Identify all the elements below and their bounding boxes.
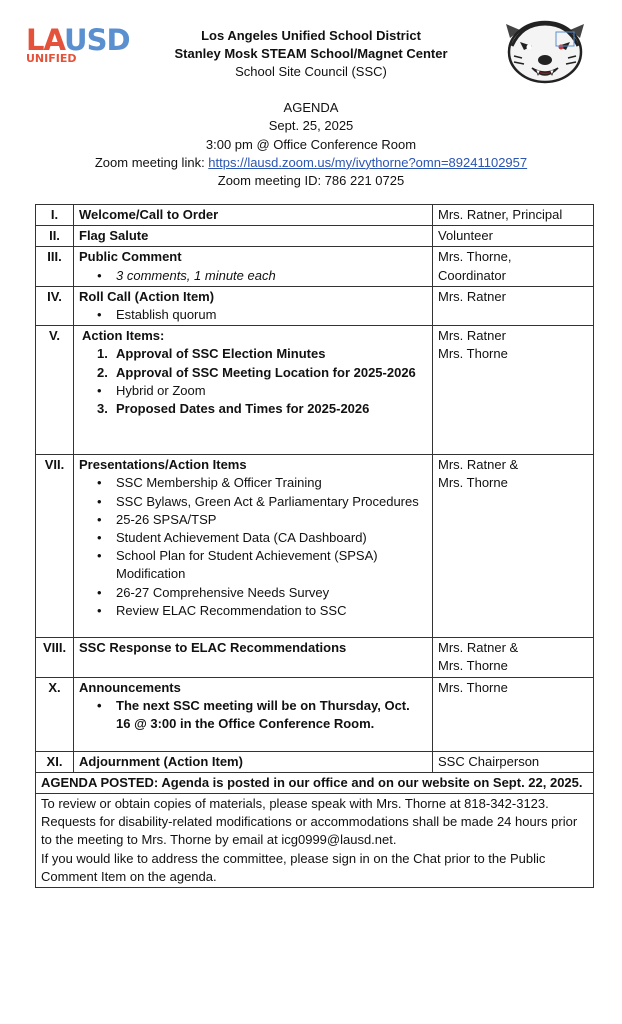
item-title: Adjournment (Action Item)	[79, 753, 243, 769]
item-bullet: • Hybrid or Zoom	[79, 382, 427, 400]
agenda-row	[36, 638, 594, 677]
meeting-date: Sept. 25, 2025	[268, 118, 354, 134]
agenda-item	[74, 455, 433, 638]
agenda-item	[74, 677, 433, 751]
agenda-table	[35, 204, 594, 888]
item-bullet: • 3 comments, 1 minute each	[79, 267, 427, 285]
agenda-item	[74, 638, 433, 677]
meeting-info	[0, 99, 622, 190]
agenda-row	[36, 205, 594, 226]
presenter	[433, 226, 594, 247]
numbered-item-number: 2.	[97, 364, 108, 380]
note-public-comment: If you would like to address the committee, please sign in on the Chat prior to the Public Comment Item on the agenda.	[41, 850, 546, 884]
item-number: I.	[36, 205, 74, 226]
agenda-item	[74, 205, 433, 226]
presenter	[433, 286, 594, 325]
logo-unified: UNIFIED	[26, 52, 77, 65]
agenda-posted-row	[36, 772, 594, 793]
item-number: VII.	[36, 455, 74, 638]
numbered-item	[79, 400, 427, 418]
numbered-item-text: Approval of SSC Meeting Location for 2025-2026	[116, 364, 416, 380]
item-title: Welcome/Call to Order	[79, 207, 219, 222]
agenda-item	[74, 286, 433, 325]
meeting-time-place: 3:00 pm @ Office Conference Room	[205, 136, 417, 152]
zoom-meeting-id: Zoom meeting ID: 786 221 0725	[217, 173, 405, 189]
presenter-name: Mrs. Thorne	[438, 346, 508, 362]
item-bullet: • 26-27 Comprehensive Needs Survey	[79, 584, 427, 602]
council-name: School Site Council (SSC)	[235, 64, 387, 79]
presenter-name: Mrs. Thorne	[438, 475, 508, 491]
note-materials: To review or obtain copies of materials, please speak with Mrs. Thorne at 818-342-3123.	[41, 796, 549, 812]
zoom-link-line	[0, 154, 622, 172]
agenda-title: AGENDA	[283, 100, 339, 115]
numbered-item-text: Approval of SSC Election Minutes	[116, 346, 326, 362]
agenda-row	[36, 326, 594, 455]
numbered-item-number: 1.	[97, 346, 108, 362]
presenter-name: Mrs. Thorne	[438, 658, 508, 674]
presenter	[433, 751, 594, 772]
item-number: III.	[36, 247, 74, 286]
note-accommodations: Requests for disability-related modifications or accommodations shall be made 24 hours prior to the meeting to Mrs. Thorne by email at icg0999@lausd.net.	[41, 814, 578, 848]
item-number: XI.	[36, 751, 74, 772]
numbered-item	[79, 345, 427, 363]
zoom-link[interactable]: https://lausd.zoom.us/my/ivythorne?omn=89241102957	[208, 154, 528, 170]
presenter-name: Mrs. Thorne	[438, 679, 508, 695]
item-bullet: • 25-26 SPSA/TSP	[79, 511, 427, 529]
item-bullet: • SSC Bylaws, Green Act & Parliamentary Procedures	[79, 493, 427, 511]
presenter-name: Mrs. Ratner, Principal	[438, 207, 563, 222]
school-name: Stanley Mosk STEAM School/Magnet Center	[174, 46, 448, 61]
presenter-name: Mrs. Thorne,	[438, 249, 512, 265]
item-number: II.	[36, 226, 74, 247]
presenter	[433, 247, 594, 286]
numbered-item	[79, 364, 427, 382]
agenda-item	[74, 326, 433, 455]
presenter-name: Mrs. Ratner	[438, 288, 506, 304]
item-number: X.	[36, 677, 74, 751]
numbered-item-number: 3.	[97, 401, 108, 417]
agenda-row	[36, 226, 594, 247]
agenda-row	[36, 247, 594, 286]
presenter-name: SSC Chairperson	[438, 753, 540, 769]
presenter	[433, 205, 594, 226]
notes-row	[36, 794, 594, 888]
presenter	[433, 677, 594, 751]
agenda-row	[36, 455, 594, 638]
item-number: IV.	[36, 286, 74, 325]
agenda-posted: AGENDA POSTED: Agenda is posted in our office and on our website on Sept. 22, 2025.	[36, 772, 594, 793]
agenda-item	[74, 226, 433, 247]
item-bullet: • The next SSC meeting will be on Thursday, Oct. 16 @ 3:00 in the Office Conference Room.	[79, 697, 427, 733]
item-bullet: • SSC Membership & Officer Training	[79, 474, 427, 492]
item-title: Flag Salute	[79, 228, 149, 244]
agenda-row	[36, 751, 594, 772]
agenda-item	[74, 751, 433, 772]
item-bullet: • Establish quorum	[79, 306, 427, 324]
district-name: Los Angeles Unified School District	[201, 28, 421, 43]
numbered-item-text: Proposed Dates and Times for 2025-2026	[116, 401, 370, 417]
zoom-link-label: Zoom meeting link:	[94, 154, 209, 170]
presenter-name: Mrs. Ratner	[438, 328, 506, 344]
presenter-name: Coordinator	[438, 267, 506, 283]
item-bullet: • Review ELAC Recommendation to SSC	[79, 602, 427, 620]
item-title: Announcements	[79, 679, 181, 695]
presenter	[433, 638, 594, 677]
item-title: Public Comment	[79, 249, 182, 265]
item-bullet: • School Plan for Student Achievement (SPSA) Modification	[79, 547, 427, 583]
item-title: Presentations/Action Items	[79, 457, 247, 473]
presenter-name: Volunteer	[438, 228, 493, 244]
item-number: VIII.	[36, 638, 74, 677]
presenter-name: Mrs. Ratner &	[438, 457, 519, 473]
presenter	[433, 455, 594, 638]
notes-cell	[36, 794, 594, 888]
item-title: SSC Response to ELAC Recommendations	[79, 640, 347, 656]
item-bullet: • Student Achievement Data (CA Dashboard)	[79, 529, 427, 547]
logo-la: LA	[26, 23, 65, 57]
presenter	[433, 326, 594, 455]
agenda-row	[36, 677, 594, 751]
agenda-item	[74, 247, 433, 286]
item-number: V.	[36, 326, 74, 455]
presenter-name: Mrs. Ratner &	[438, 640, 519, 656]
item-title: Roll Call (Action Item)	[79, 288, 215, 304]
document-header	[0, 27, 622, 81]
agenda-row	[36, 286, 594, 325]
logo-usd: USD	[64, 23, 130, 57]
item-title: Action Items:	[82, 328, 165, 344]
